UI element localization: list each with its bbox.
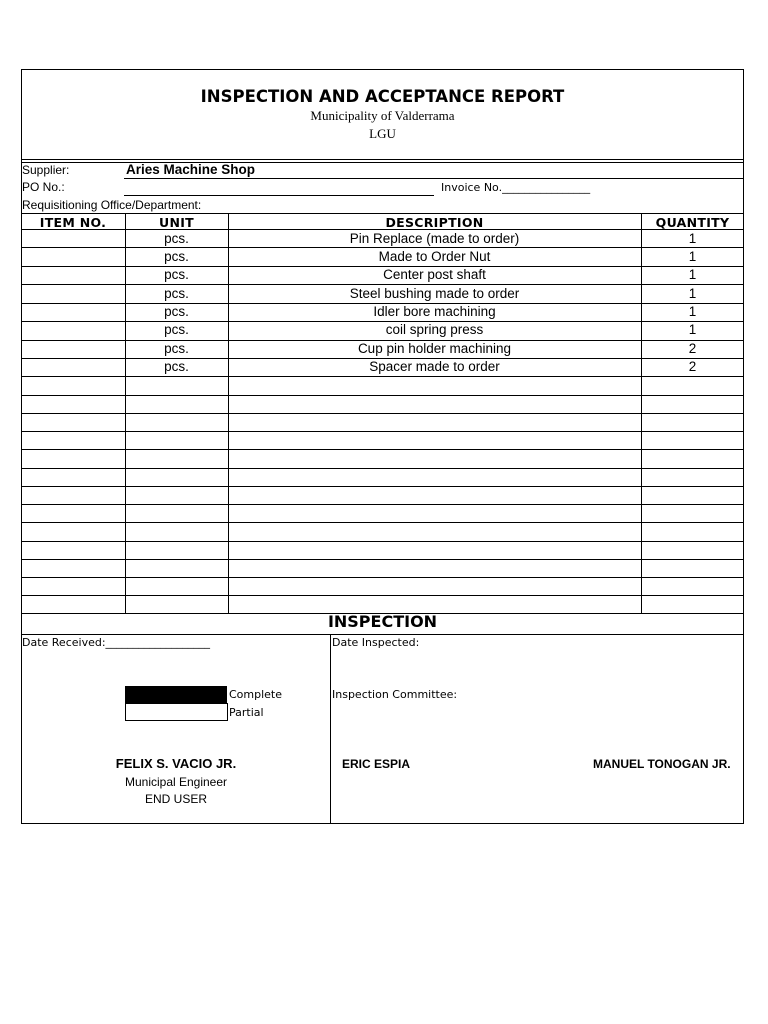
table-row-unit: pcs. <box>164 322 189 337</box>
invoice-label: Invoice No.________________ <box>441 181 591 194</box>
table-row-line <box>21 449 744 450</box>
table-row-line <box>21 395 744 396</box>
col-unit: UNIT <box>159 215 194 230</box>
table-row-quantity: 2 <box>688 341 697 356</box>
table-row-quantity: 1 <box>688 322 697 337</box>
end-user-role: END USER <box>144 792 207 806</box>
po-underline <box>124 195 434 196</box>
supplier-underline <box>124 178 744 179</box>
date-received-field[interactable]: Date Received:___________________ <box>22 636 211 649</box>
col-item-no: ITEM NO. <box>39 215 107 230</box>
table-row-line <box>21 486 744 487</box>
municipality-name: Municipality of Valderrama <box>310 108 455 123</box>
table-row-description: Pin Replace (made to order) <box>349 231 520 246</box>
table-row-unit: pcs. <box>164 249 189 264</box>
lgu-label: LGU <box>369 126 396 141</box>
table-row-description: Made to Order Nut <box>378 249 491 264</box>
table-top-line <box>21 213 744 214</box>
table-row-line <box>21 577 744 578</box>
table-row-unit: pcs. <box>164 267 189 282</box>
table-row-quantity: 2 <box>688 359 697 374</box>
table-row-description: Steel bushing made to order <box>349 286 520 301</box>
col-description: DESCRIPTION <box>385 215 484 230</box>
table-row-line <box>21 541 744 542</box>
table-row-line <box>21 468 744 469</box>
table-row-quantity: 1 <box>688 267 697 282</box>
table-row-unit: pcs. <box>164 341 189 356</box>
table-row-description: Cup pin holder machining <box>357 341 512 356</box>
table-row-line <box>21 413 744 414</box>
supplier-label: Supplier: <box>22 163 70 177</box>
table-row-line <box>21 595 744 596</box>
table-row-description: Center post shaft <box>383 267 486 282</box>
complete-label: Complete <box>229 688 283 701</box>
table-row-description: Spacer made to order <box>369 359 500 374</box>
table-row-quantity: 1 <box>688 231 697 246</box>
table-row-description: coil spring press <box>385 322 484 337</box>
header-divider <box>21 159 744 160</box>
po-label: PO No.: <box>22 180 65 194</box>
table-row-line <box>21 522 744 523</box>
col-quantity: QUANTITY <box>655 215 730 230</box>
committee-member-2: MANUEL TONOGAN JR. <box>593 757 731 771</box>
end-user-name: FELIX S. VACIO JR. <box>115 756 237 771</box>
table-row-quantity: 1 <box>688 304 697 319</box>
supplier-value: Aries Machine Shop <box>126 162 256 177</box>
table-row-line <box>21 376 744 377</box>
table-row-description: Idler bore machining <box>373 304 496 319</box>
complete-checkbox[interactable] <box>125 686 227 703</box>
committee-member-1: ERIC ESPIA <box>342 757 411 771</box>
table-row-line <box>21 559 744 560</box>
partial-checkbox[interactable] <box>125 703 228 721</box>
table-row-quantity: 1 <box>688 249 697 264</box>
table-row-unit: pcs. <box>164 359 189 374</box>
table-row-line <box>21 431 744 432</box>
report-title: INSPECTION AND ACCEPTANCE REPORT <box>200 87 565 106</box>
table-row-line <box>21 504 744 505</box>
inspection-divider <box>21 634 744 635</box>
date-inspected-field[interactable]: Date Inspected: <box>332 636 420 649</box>
inspection-committee-label: Inspection Committee: <box>332 688 458 701</box>
table-row-unit: pcs. <box>164 286 189 301</box>
inspection-heading: INSPECTION <box>327 612 438 631</box>
end-user-title: Municipal Engineer <box>124 775 228 789</box>
requisitioning-label: Requisitioning Office/Department: <box>22 198 202 212</box>
table-row-unit: pcs. <box>164 304 189 319</box>
table-row-unit: pcs. <box>164 231 189 246</box>
partial-label: Partial <box>229 706 264 719</box>
table-row-quantity: 1 <box>688 286 697 301</box>
